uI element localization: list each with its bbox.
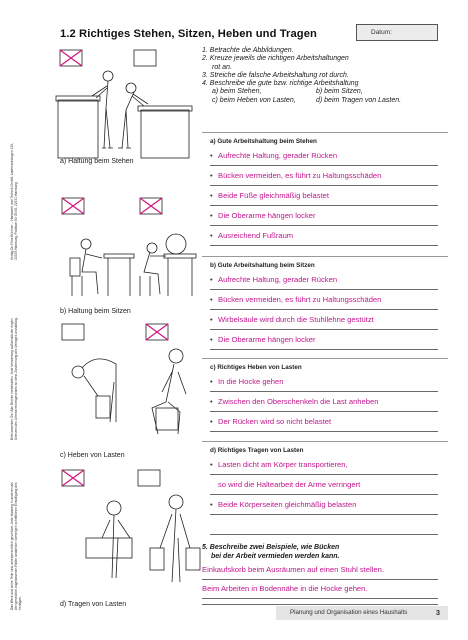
question-5-line1: 5. Beschreibe zwei Beispiele, wie Bücken xyxy=(202,544,340,551)
side-text-rights: Bitte beachten Sie: Alle Rechte vorbehalten. Jede Verwertung außerhalb der engen Grenzen des Urheberrechtsgesetzes ist ohne Zustimmung des Verlages unzulässig. xyxy=(10,317,18,440)
answer-d-1[interactable]: • Lasten dicht am Körper transportieren, xyxy=(210,460,438,475)
question-5-line2: bei der Arbeit vermieden werden kann. xyxy=(211,552,340,560)
datum-label: Datum: xyxy=(371,29,392,36)
answer-b-3[interactable]: • Wirbelsäule wird durch die Stuhllehne gestützt xyxy=(210,315,438,330)
page-title: 1.2 Richtiges Stehen, Sitzen, Heben und Tragen xyxy=(60,28,317,40)
answer-d-2[interactable]: so wird die Haltearbeit der Arme verringert xyxy=(210,480,438,495)
section-heading-b: b) Gute Arbeitshaltung beim Sitzen xyxy=(210,262,315,269)
side-text-publisher: Verlag Dr. Felix Büchner – Handwerk und Technik GmbH, Lademannbogen 135, 22339 Hamburg, Postfach 63 05 00, 22331 Hamburg xyxy=(10,143,18,260)
answer-c-2[interactable]: • Zwischen den Oberschenkeln die Last anheben xyxy=(210,397,438,412)
side-text-copyright: Das Werk und seine Teile sind urheberrechtlich geschützt. Jede Nutzung in anderen als den gesetzlich zugelassenen Fällen bedarf der vorherigen schriftlichen Einwilligung des Verlages. xyxy=(10,482,22,610)
figure-sitting xyxy=(56,196,201,314)
figure-caption-d: d) Tragen von Lasten xyxy=(60,601,127,608)
instruction-4a: a) beim Stehen, xyxy=(212,88,262,96)
instruction-4: 4. Beschreibe die gute bzw. richtige Arbeitshaltung xyxy=(202,80,359,88)
page-footer xyxy=(276,606,448,620)
instruction-4d: d) beim Tragen von Lasten. xyxy=(316,96,402,104)
figure-standing xyxy=(56,48,201,166)
answer-d-4[interactable] xyxy=(210,520,438,535)
instructions xyxy=(202,47,401,105)
answer-a-5[interactable]: • Ausreichend Fußraum xyxy=(210,231,438,246)
datum-field[interactable] xyxy=(356,24,438,41)
answer-a-1[interactable]: • Aufrechte Haltung, gerader Rücken xyxy=(210,151,438,166)
section-heading-c: c) Richtiges Heben von Lasten xyxy=(210,364,302,371)
answer-q5-2[interactable]: Beim Arbeiten in Bodennähe in die Hocke gehen. xyxy=(202,584,438,599)
figure-carrying xyxy=(56,468,201,598)
instruction-4c: c) beim Heben von Lasten, xyxy=(212,96,296,104)
instruction-2-cont: rot an. xyxy=(212,63,232,71)
answer-c-3[interactable]: • Der Rücken wird so nicht belastet xyxy=(210,417,438,432)
divider-a xyxy=(202,132,448,133)
instruction-1: 1. Betrachte die Abbildungen. xyxy=(202,47,294,54)
question-5 xyxy=(202,544,340,561)
instruction-2: 2. Kreuze jeweils die richtigen Arbeitshaltungen xyxy=(202,55,349,63)
answer-a-4[interactable]: • Die Oberarme hängen locker xyxy=(210,211,438,226)
figure-caption-a: a) Haltung beim Stehen xyxy=(60,158,134,165)
figure-caption-c: c) Heben von Lasten xyxy=(60,452,125,459)
figure-caption-b: b) Haltung beim Sitzen xyxy=(60,308,131,315)
answer-b-2[interactable]: • Bücken vermeiden, es führt zu Haltungsschäden xyxy=(210,295,438,310)
section-heading-a: a) Gute Arbeitshaltung beim Stehen xyxy=(210,138,317,145)
figure-lifting xyxy=(56,322,201,452)
answer-q5-3[interactable] xyxy=(202,601,438,605)
instruction-4b: b) beim Sitzen, xyxy=(316,88,363,96)
answer-b-4[interactable]: • Die Oberarme hängen locker xyxy=(210,335,438,350)
answer-d-3[interactable]: • Beide Körperseiten gleichmäßig belasten xyxy=(210,500,438,515)
answer-b-1[interactable]: • Aufrechte Haltung, gerader Rücken xyxy=(210,275,438,290)
answer-a-2[interactable]: • Bücken vermeiden, es führt zu Haltungsschäden xyxy=(210,171,438,186)
answer-a-3[interactable]: • Beide Füße gleichmäßig belastet xyxy=(210,191,438,206)
answer-q5-1[interactable]: Einkaufskorb beim Ausräumen auf einen Stuhl stellen. xyxy=(202,565,438,580)
footer-text: Planung und Organisation eines Haushalts xyxy=(290,609,408,616)
divider-d xyxy=(202,441,448,442)
divider-b xyxy=(202,256,448,257)
instruction-3: 3. Streiche die falsche Arbeitshaltung rot durch. xyxy=(202,71,349,79)
divider-c xyxy=(202,358,448,359)
section-heading-d: d) Richtiges Tragen von Lasten xyxy=(210,447,304,454)
page-number: 3 xyxy=(435,608,440,617)
answer-c-1[interactable]: • In die Hocke gehen xyxy=(210,377,438,392)
